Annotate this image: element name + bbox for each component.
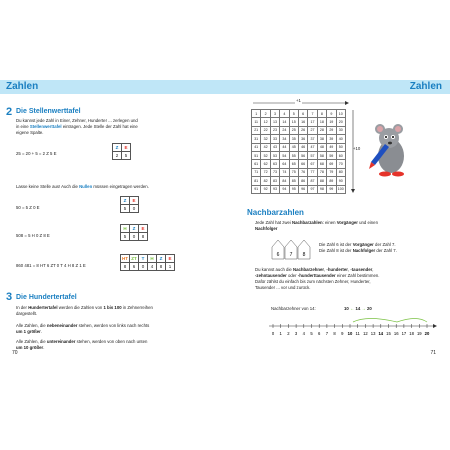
grid-cell: 21 bbox=[252, 126, 261, 134]
grid-cell: 34 bbox=[280, 135, 289, 143]
right-page bbox=[225, 72, 450, 362]
grid-cell: 14 bbox=[280, 118, 289, 126]
grid-cell: 23 bbox=[270, 126, 279, 134]
grid-cell: 50 bbox=[336, 143, 345, 151]
number-line bbox=[267, 315, 437, 339]
numberline-label: 9 bbox=[341, 331, 344, 336]
grid-cell: 24 bbox=[280, 126, 289, 134]
page-number-right: 71 bbox=[430, 350, 436, 356]
grid-cell: 81 bbox=[252, 177, 261, 185]
grid-row bbox=[252, 177, 346, 185]
numberline-label: 11 bbox=[355, 331, 360, 336]
grid-cell: 43 bbox=[270, 143, 279, 151]
grid-cell: 11 bbox=[252, 118, 261, 126]
section-number-3: 3 bbox=[6, 291, 13, 303]
grid-cell: 100 bbox=[336, 185, 345, 193]
grid-row bbox=[252, 160, 346, 168]
numberline-label: 16 bbox=[393, 331, 399, 336]
grid-cell: 71 bbox=[252, 168, 261, 176]
grid-cell: 18 bbox=[317, 118, 326, 126]
grid-cell: 79 bbox=[327, 168, 336, 176]
stellenwert-intro: Du kannst jede Zahl in Einer, Zehner, Hunderter ... zerlegen und in eine Stellenwerttafel eintragen. Jede Stelle der Zahl hat eine eigene Spalte. bbox=[16, 118, 138, 135]
grid-cell: 27 bbox=[308, 126, 317, 134]
numberline-label: 7 bbox=[325, 331, 329, 336]
place-value-table-25: Z E 2 5 bbox=[112, 143, 131, 160]
grid-cell: 45 bbox=[289, 143, 298, 151]
section-title-hundertertafel: Die Hundertertafel bbox=[16, 294, 77, 301]
grid-cell: 82 bbox=[261, 177, 270, 185]
grid-cell: 77 bbox=[308, 168, 317, 176]
grid-cell: 67 bbox=[308, 160, 317, 168]
grid-cell: 68 bbox=[317, 160, 326, 168]
plus-ten-label: +10 bbox=[353, 146, 361, 151]
numberline-label: 1 bbox=[279, 331, 282, 336]
grid-cell: 35 bbox=[289, 135, 298, 143]
grid-cell: 80 bbox=[336, 168, 345, 176]
grid-cell: 65 bbox=[289, 160, 298, 168]
grid-cell: 92 bbox=[261, 185, 270, 193]
grid-cell: 76 bbox=[298, 168, 307, 176]
grid-cell: 28 bbox=[317, 126, 326, 134]
grid-cell: 22 bbox=[261, 126, 270, 134]
grid-cell: 40 bbox=[336, 135, 345, 143]
numberline-label: 17 bbox=[401, 331, 407, 336]
vorgaenger-nachfolger-lines: Die Zahl 6 ist der Vorgänger der Zahl 7. Die Zahl 8 ist der Nachfolger der Zahl 7. bbox=[319, 242, 397, 253]
hundertertafel-p2: Alle Zahlen, die nebeneinander stehen, werden von links nach rechts um 1 größer. bbox=[16, 323, 150, 334]
grid-cell: 60 bbox=[336, 151, 345, 159]
numberline-label: 18 bbox=[409, 331, 414, 336]
nachbarzehner-text: Du kannst auch die Nachbarzehner, -hunderter, -tausender, -zehntausender oder -hunderttausender einer Zahl bestimmen. Dafür zählst du einfach bis zum nächsten Zehner, Hunderter, Tausender ... vor und zurück. bbox=[255, 267, 380, 290]
grid-row bbox=[252, 168, 346, 176]
grid-cell: 53 bbox=[270, 151, 279, 159]
grid-cell: 78 bbox=[317, 168, 326, 176]
grid-cell: 29 bbox=[327, 126, 336, 134]
grid-cell: 61 bbox=[252, 160, 261, 168]
grid-cell: 1 bbox=[252, 110, 261, 118]
grid-cell: 51 bbox=[252, 151, 261, 159]
grid-cell: 47 bbox=[308, 143, 317, 151]
grid-cell: 57 bbox=[308, 151, 317, 159]
grid-cell: 2 bbox=[261, 110, 270, 118]
section-title-nachbarzahlen: Nachbarzahlen bbox=[247, 208, 304, 217]
grid-row bbox=[252, 126, 346, 134]
grid-row bbox=[252, 118, 346, 126]
grid-cell: 74 bbox=[280, 168, 289, 176]
house-digit-7: 7 bbox=[289, 252, 293, 258]
numberline-label: 4 bbox=[302, 331, 305, 336]
grid-cell: 49 bbox=[327, 143, 336, 151]
grid-cell: 98 bbox=[317, 185, 326, 193]
grid-cell: 20 bbox=[336, 118, 345, 126]
grid-cell: 87 bbox=[308, 177, 317, 185]
grid-row bbox=[252, 185, 346, 193]
page-number-left: 70 bbox=[12, 350, 18, 356]
grid-cell: 73 bbox=[270, 168, 279, 176]
numberline-label: 10 bbox=[347, 331, 353, 336]
zehner-value-10: 10 bbox=[344, 306, 349, 311]
place-value-table-50: Z E 5 0 bbox=[120, 196, 139, 213]
mouse-mascot-icon bbox=[365, 122, 413, 178]
nachbarzehner-values: 10 ← 14 → 20 bbox=[344, 306, 372, 311]
grid-cell: 95 bbox=[289, 185, 298, 193]
grid-cell: 46 bbox=[298, 143, 307, 151]
grid-row bbox=[252, 151, 346, 159]
numberline-label: 5 bbox=[310, 331, 313, 336]
numberline-label: 12 bbox=[363, 331, 368, 336]
grid-cell: 42 bbox=[261, 143, 270, 151]
grid-cell: 64 bbox=[280, 160, 289, 168]
grid-cell: 25 bbox=[289, 126, 298, 134]
grid-cell: 31 bbox=[252, 135, 261, 143]
grid-cell: 93 bbox=[270, 185, 279, 193]
number-houses bbox=[271, 238, 311, 260]
grid-cell: 38 bbox=[317, 135, 326, 143]
grid-cell: 52 bbox=[261, 151, 270, 159]
grid-cell: 10 bbox=[336, 110, 345, 118]
grid-cell: 17 bbox=[308, 118, 317, 126]
zehner-value-14: 14 bbox=[355, 306, 361, 311]
example-50: 50 = 5 Z 0 E bbox=[16, 205, 40, 210]
grid-cell: 15 bbox=[289, 118, 298, 126]
grid-cell: 97 bbox=[308, 185, 317, 193]
plus-one-label: +1 bbox=[296, 98, 301, 103]
grid-cell: 9 bbox=[327, 110, 336, 118]
grid-cell: 88 bbox=[317, 177, 326, 185]
grid-cell: 63 bbox=[270, 160, 279, 168]
grid-cell: 33 bbox=[270, 135, 279, 143]
grid-cell: 59 bbox=[327, 151, 336, 159]
grid-cell: 75 bbox=[289, 168, 298, 176]
grid-cell: 58 bbox=[317, 151, 326, 159]
grid-cell: 66 bbox=[298, 160, 307, 168]
grid-cell: 83 bbox=[270, 177, 279, 185]
numberline-label: 8 bbox=[333, 331, 336, 336]
grid-cell: 36 bbox=[298, 135, 307, 143]
hundertertafel-p3: Alle Zahlen, die untereinander stehen, werden von oben nach unten um 10 größer. bbox=[16, 339, 148, 350]
plus-ten-arrow bbox=[349, 109, 357, 195]
header-title-right: Zahlen bbox=[409, 81, 442, 92]
header-title-left: Zahlen bbox=[6, 81, 39, 92]
grid-row bbox=[252, 143, 346, 151]
numberline-label: 20 bbox=[424, 331, 430, 336]
grid-cell: 41 bbox=[252, 143, 261, 151]
grid-cell: 19 bbox=[327, 118, 336, 126]
place-value-table-860481: HT ZT T H Z E 8 6 0 4 8 1 bbox=[120, 254, 175, 271]
numberline-label: 2 bbox=[287, 331, 290, 336]
header-band-right bbox=[225, 80, 450, 94]
grid-cell: 5 bbox=[289, 110, 298, 118]
grid-cell: 90 bbox=[336, 177, 345, 185]
grid-cell: 86 bbox=[298, 177, 307, 185]
grid-cell: 3 bbox=[270, 110, 279, 118]
grid-cell: 91 bbox=[252, 185, 261, 193]
grid-cell: 32 bbox=[261, 135, 270, 143]
numberline-label: 15 bbox=[386, 331, 391, 336]
zehner-value-20: 20 bbox=[366, 306, 372, 311]
section-title-stellenwerttafel: Die Stellenwerttafel bbox=[16, 108, 81, 115]
grid-cell: 6 bbox=[298, 110, 307, 118]
grid-cell: 96 bbox=[298, 185, 307, 193]
grid-cell: 12 bbox=[261, 118, 270, 126]
grid-cell: 30 bbox=[336, 126, 345, 134]
grid-cell: 55 bbox=[289, 151, 298, 159]
nullen-note: Lasse keine Stelle aus! Auch die Nullen müssen eingetragen werden. bbox=[16, 184, 149, 189]
numberline-label: 19 bbox=[416, 331, 422, 336]
grid-cell: 37 bbox=[308, 135, 317, 143]
nachbarzahlen-intro: Jede Zahl hat zwei Nachbarzahlen: einen Vorgänger und einen Nachfolger bbox=[255, 220, 378, 231]
grid-cell: 48 bbox=[317, 143, 326, 151]
grid-cell: 72 bbox=[261, 168, 270, 176]
example-508: 508 = 5 H 0 Z 8 E bbox=[16, 233, 50, 238]
grid-cell: 70 bbox=[336, 160, 345, 168]
numberline-label: 13 bbox=[370, 331, 376, 336]
grid-cell: 8 bbox=[317, 110, 326, 118]
left-page bbox=[0, 72, 225, 362]
numberline-label: 6 bbox=[318, 331, 321, 336]
grid-cell: 44 bbox=[280, 143, 289, 151]
numberline-label: 14 bbox=[378, 331, 384, 336]
grid-cell: 85 bbox=[289, 177, 298, 185]
grid-row bbox=[252, 135, 346, 143]
grid-cell: 7 bbox=[308, 110, 317, 118]
grid-cell: 54 bbox=[280, 151, 289, 159]
example-860481: 860 481 = 8 HT 6 ZT 0 T 4 H 8 Z 1 E bbox=[16, 263, 86, 268]
nachbarzehner-label: Nachbarzehner von 14: bbox=[271, 306, 316, 311]
grid-cell: 16 bbox=[298, 118, 307, 126]
grid-cell: 89 bbox=[327, 177, 336, 185]
numberline-label: 0 bbox=[271, 331, 275, 336]
grid-cell: 84 bbox=[280, 177, 289, 185]
grid-cell: 13 bbox=[270, 118, 279, 126]
grid-cell: 62 bbox=[261, 160, 270, 168]
grid-cell: 39 bbox=[327, 135, 336, 143]
grid-cell: 94 bbox=[280, 185, 289, 193]
house-digit-6: 6 bbox=[276, 252, 280, 258]
grid-cell: 69 bbox=[327, 160, 336, 168]
hundertertafel-p1: In der Hundertertafel werden die Zahlen von 1 bis 100 in Zehnerreihen dargestellt. bbox=[16, 305, 153, 316]
grid-cell: 99 bbox=[327, 185, 336, 193]
grid-cell: 56 bbox=[298, 151, 307, 159]
house-digit-8: 8 bbox=[302, 252, 306, 258]
numberline-label: 3 bbox=[294, 331, 298, 336]
place-value-table-508: H Z E 5 0 8 bbox=[120, 224, 148, 241]
section-number-2: 2 bbox=[6, 106, 13, 118]
grid-cell: 4 bbox=[280, 110, 289, 118]
grid-row bbox=[252, 110, 346, 118]
hundred-grid bbox=[251, 109, 346, 194]
header-band-left bbox=[0, 80, 225, 94]
example-25: 25 = 20 + 5 = 2 Z 5 E bbox=[16, 151, 57, 156]
grid-cell: 26 bbox=[298, 126, 307, 134]
